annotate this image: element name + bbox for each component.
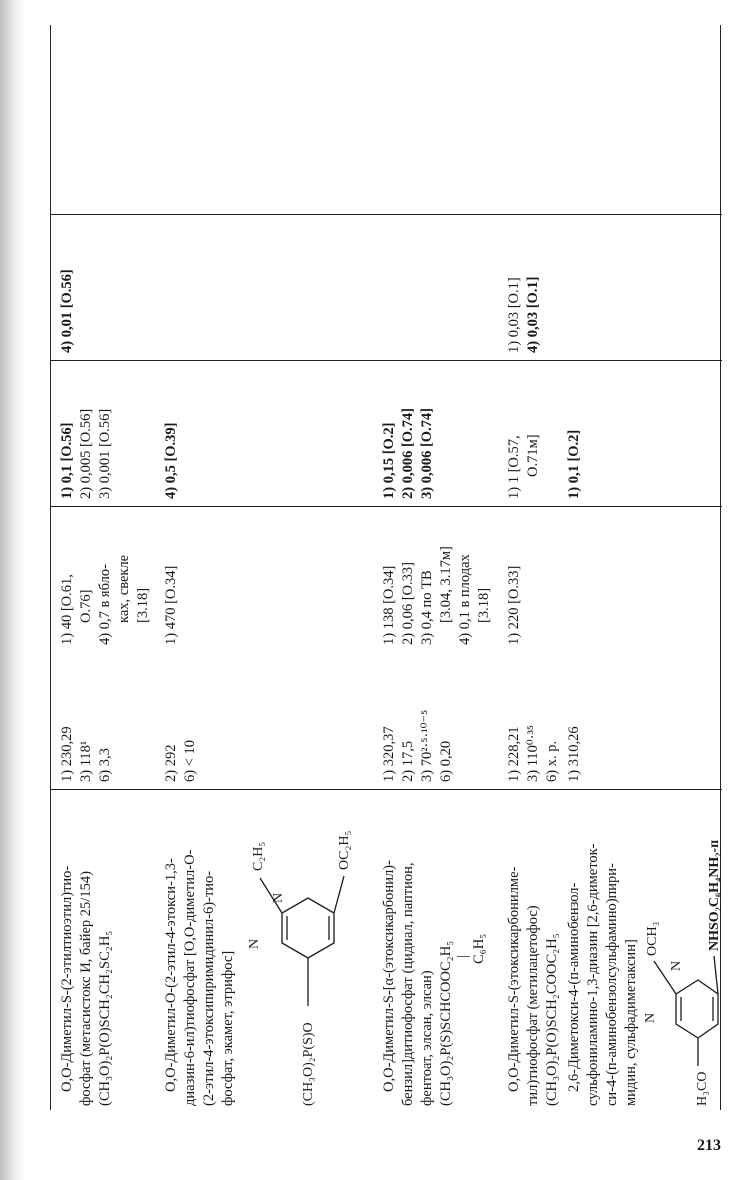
substance-cell bbox=[58, 788, 115, 1106]
substance-name-line: O,O-Диметил-O-(2-этил-4-этокси-1,3- bbox=[163, 858, 179, 1092]
toxicity-value: 4) 0,03 [O.1] bbox=[525, 276, 541, 353]
structure-ring-nitrogen: N bbox=[271, 892, 286, 903]
substance-name-line: O,O-Диметил-S-[α-(этоксикарбонил)- bbox=[381, 860, 397, 1092]
substance-cell bbox=[162, 788, 238, 1106]
property-value: 6) < 10 bbox=[182, 739, 198, 782]
property-value: 2) 17,5 bbox=[400, 740, 416, 782]
substance-name-line: фосфат (метасистокс И, байер 25/154) bbox=[78, 871, 94, 1106]
toxicity-value: 1) 220 [O.33] bbox=[506, 565, 522, 645]
bee-toxicity-cell bbox=[505, 218, 543, 353]
structure-left-group: (CH₃O)₂P(S)O bbox=[301, 1022, 316, 1106]
toxicity-value: 4) 0,7 в ябло- bbox=[97, 564, 113, 645]
structure-left-group: H₃CO bbox=[695, 1071, 710, 1106]
substance-name-line: 2,6-Диметокси-4-(п-аминобензол- bbox=[566, 882, 582, 1092]
mammal-toxicity-cell bbox=[162, 510, 181, 645]
structure-ring-nitrogen: N bbox=[669, 960, 684, 971]
property-value: 6) х. р. bbox=[544, 740, 560, 782]
substance-name-line: (2-этил-4-этоксипиримидинил-6)-тио- bbox=[201, 870, 217, 1106]
substance-name-line: O,O-Диметил-S-(2-этилтиоэтил)тио- bbox=[59, 865, 75, 1092]
structure-ring-nitrogen: N bbox=[247, 938, 262, 949]
substance-name-line: мидин, сульфадиметаксин] bbox=[623, 939, 639, 1106]
toxicity-value: 1) 138 [O.34] bbox=[381, 565, 397, 645]
substance-cell bbox=[380, 788, 489, 1106]
rotated-table bbox=[50, 25, 725, 1110]
toxicity-value: 2) 0,006 [O.74] bbox=[400, 407, 416, 499]
column-divider bbox=[50, 214, 722, 215]
properties-cell bbox=[380, 657, 456, 782]
property-value: 3) 118¹ bbox=[78, 740, 94, 782]
structure-substituent: NHSO₂C₆H₄NH₂-п bbox=[707, 839, 722, 951]
page-edge-shadow bbox=[0, 0, 26, 1180]
substance-name-line: сульфониламино-1,3-диазин [2,6-диметок- bbox=[585, 843, 601, 1106]
substance-cell bbox=[505, 788, 562, 1106]
toxicity-value: 4) 0,01 [O.56] bbox=[59, 269, 75, 353]
structure-substituent: OC₂H₅ bbox=[337, 830, 352, 870]
chemical-structure bbox=[240, 791, 355, 1106]
structure-substituent: C₂H₅ bbox=[251, 841, 266, 871]
substance-formula-branch: C₆H₅ bbox=[471, 933, 487, 964]
toxicity-value: 1) 1 [O.57, bbox=[506, 435, 522, 499]
column-divider bbox=[50, 360, 722, 361]
toxicity-value: 1) 0,1 [O.2] bbox=[566, 429, 582, 499]
property-value: 1) 230,29 bbox=[59, 726, 75, 782]
toxicity-value: 1) 0,03 [O.1] bbox=[506, 277, 522, 353]
toxicity-value: ках, свекле bbox=[116, 554, 132, 623]
insect-toxicity-cell bbox=[380, 364, 437, 499]
property-value: 1) 320,37 bbox=[381, 726, 397, 782]
toxicity-value: 2) 0,06 [O.33] bbox=[400, 562, 416, 645]
toxicity-value: 3) 0,4 по ТВ bbox=[419, 570, 435, 645]
mammal-toxicity-cell bbox=[505, 510, 524, 645]
branch-bond: | bbox=[455, 955, 471, 958]
properties-cell bbox=[565, 657, 584, 782]
properties-cell bbox=[162, 657, 200, 782]
substance-formula: (CH₃O)₂P(O)SCH₂COOC₂H₅ bbox=[544, 933, 560, 1106]
column-divider bbox=[50, 506, 722, 507]
property-value: 1) 310,26 bbox=[566, 726, 582, 782]
mammal-toxicity-cell bbox=[380, 510, 494, 645]
substance-name-line: бензил]дитиофосфат (цидиал, паптион, bbox=[400, 862, 416, 1106]
substance-formula: (CH₃O)₂P(O)SCH₂CH₂SC₂H₅ bbox=[97, 930, 113, 1106]
toxicity-value: 3) 0,001 [O.56] bbox=[97, 408, 113, 499]
insect-toxicity-cell bbox=[58, 364, 115, 499]
insect-toxicity-cell bbox=[162, 364, 181, 499]
property-value: 3) 70²·⁵·¹⁰⁻⁵ bbox=[419, 709, 435, 782]
insect-toxicity-cell bbox=[505, 364, 543, 499]
property-value: 2) 292 bbox=[163, 744, 179, 782]
toxicity-value: [3.18] bbox=[476, 587, 492, 623]
insect-toxicity-cell bbox=[565, 364, 584, 499]
toxicity-value: 2) 0,005 [O.56] bbox=[78, 408, 94, 499]
property-value: 3) 110⁰·³⁵ bbox=[525, 725, 541, 782]
substance-name-line: диазин-6-ил)тиофосфат [O,O-диметил-O- bbox=[182, 849, 198, 1106]
property-value: 6) 3,3 bbox=[97, 748, 113, 782]
substance-name-line: тил)тиофосфат (метилацетофос) bbox=[525, 905, 541, 1106]
toxicity-value: 1) 0,15 [O.2] bbox=[381, 422, 397, 499]
chemical-structure bbox=[640, 791, 722, 1106]
substance-formula: (CH₃O)₂P(S)SCHCOOC₂H₅ bbox=[438, 940, 454, 1106]
properties-cell bbox=[505, 657, 562, 782]
toxicity-value: 1) 40 [O.61, bbox=[59, 574, 75, 645]
property-value: 6) 0,20 bbox=[438, 740, 454, 782]
pyrimidine-ring bbox=[676, 980, 718, 1038]
substance-name-line: фентоат, элсан, элсан) bbox=[419, 970, 435, 1106]
bee-toxicity-cell bbox=[58, 218, 77, 353]
substance-cell bbox=[565, 788, 641, 1106]
property-value: 1) 228,21 bbox=[506, 726, 522, 782]
mammal-toxicity-cell bbox=[58, 510, 153, 645]
toxicity-value: 1) 0,1 [O.56] bbox=[59, 422, 75, 499]
table-top-rule bbox=[50, 25, 51, 1110]
toxicity-value: 4) 0,1 в плодах bbox=[457, 554, 473, 645]
toxicity-value: [3.18] bbox=[135, 587, 151, 623]
toxicity-value: 1) 470 [O.34] bbox=[163, 565, 179, 645]
pyrimidine-ring bbox=[282, 898, 334, 958]
toxicity-value: [3.04, 3.17м] bbox=[438, 546, 454, 623]
properties-cell bbox=[58, 657, 115, 782]
toxicity-value: O.71м] bbox=[525, 434, 541, 477]
substance-name-line: си-4-(п-аминобензолсульфамино)пири- bbox=[604, 863, 620, 1106]
toxicity-value: O.76] bbox=[78, 589, 94, 623]
page-number: 213 bbox=[697, 1137, 721, 1154]
structure-ring-nitrogen: N bbox=[643, 1012, 658, 1023]
toxicity-value: 4) 0,5 [O.39] bbox=[163, 422, 179, 499]
substance-name-line: O,O-Диметил-S-(этоксикарбонилме- bbox=[506, 866, 522, 1092]
structure-substituent: OCH₃ bbox=[645, 921, 660, 956]
substance-name-line: фосфат, экамет, этрифос] bbox=[220, 950, 236, 1106]
toxicity-value: 3) 0,006 [O.74] bbox=[419, 407, 435, 499]
